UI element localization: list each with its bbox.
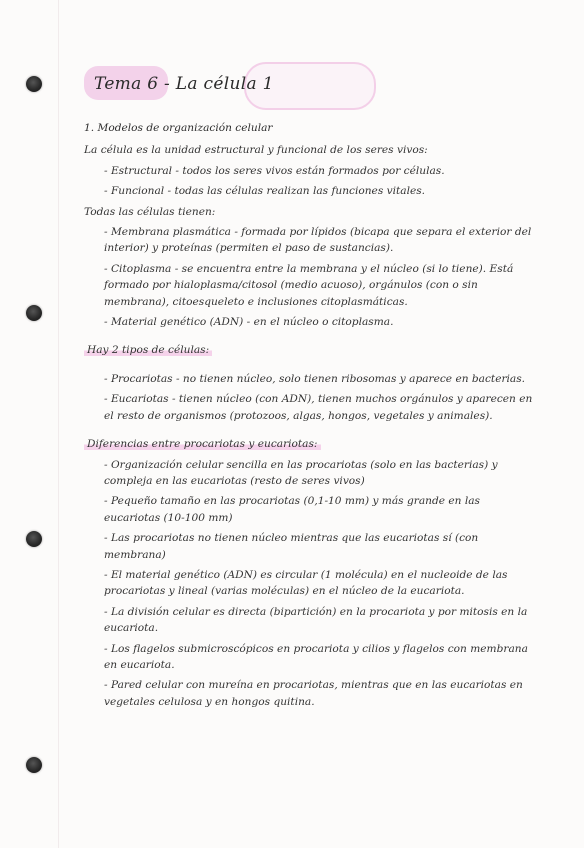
title-block bbox=[84, 62, 284, 106]
list-item: - Organización celular sencilla en las procariotas (solo en las bacterias) y compleja en las eucariotas (resto de seres vivos) bbox=[104, 458, 498, 487]
list-item: - Pared celular con mureína en procariotas, mientras que en las eucariotas en vegetales celulosa y en hongos quitina. bbox=[104, 679, 523, 708]
list-item: - Los flagelos submicroscópicos en procariota y cilios y flagelos con membrana en eucariota. bbox=[104, 642, 528, 671]
differences-heading: Diferencias entre procariotas y eucariotas: bbox=[84, 438, 321, 450]
list-item: - La división celular es directa (bipartición) en la procariota y por mitosis en la eucariota. bbox=[104, 605, 528, 635]
notes-content bbox=[84, 118, 534, 714]
list-item: - Pequeño tamaño en las procariotas (0,1-10 mm) y más grande en las eucariotas (10-100 mm) bbox=[104, 495, 480, 524]
intro-text: La célula es la unidad estructural y funcional de los seres vivos: bbox=[84, 144, 428, 157]
list-item: - Funcional - todas las células realizan las funciones vitales. bbox=[104, 185, 426, 198]
page-title: Tema 6 - La célula 1 bbox=[94, 74, 274, 94]
page-margin bbox=[58, 0, 59, 848]
list-item: - Citoplasma - se encuentra entre la membrana y el núcleo (si lo tiene). Está formado por hialoplasma/citosol (medio acuoso), orgánulos (con o sin membrana), citoesqueleto e inclusiones citoplasmáticas. bbox=[104, 262, 514, 308]
binder-hole bbox=[26, 531, 42, 547]
subheading: Todas las células tienen: bbox=[84, 205, 216, 218]
list-item: - Estructural - todos los seres vivos están formados por células. bbox=[104, 164, 445, 177]
list-item: - Las procariotas no tienen núcleo mientras que las eucariotas sí (con membrana) bbox=[104, 532, 479, 561]
list-item: - Membrana plasmática - formada por lípidos (bicapa que separa el exterior del interior) y proteínas (permiten el paso de sustancias). bbox=[104, 226, 532, 255]
types-heading: Hay 2 tipos de células: bbox=[84, 344, 212, 356]
list-item: - Eucariotas - tienen núcleo (con ADN), tienen muchos orgánulos y aparecen en el resto de organismos (protozoos, algas, hongos, vegetales y animales). bbox=[104, 393, 533, 422]
binder-hole bbox=[26, 757, 42, 773]
section-heading: 1. Modelos de organización celular bbox=[84, 120, 272, 136]
list-item: - El material genético (ADN) es circular (1 molécula) en el nucleoide de las procariotas y lineal (varias moléculas) en el núcleo de la eucariota. bbox=[104, 568, 508, 598]
binder-hole bbox=[26, 76, 42, 92]
list-item: - Procariotas - no tienen núcleo, solo tienen ribosomas y aparece en bacterias. bbox=[104, 372, 526, 385]
binder-hole bbox=[26, 305, 42, 321]
list-item: - Material genético (ADN) - en el núcleo o citoplasma. bbox=[104, 316, 394, 329]
